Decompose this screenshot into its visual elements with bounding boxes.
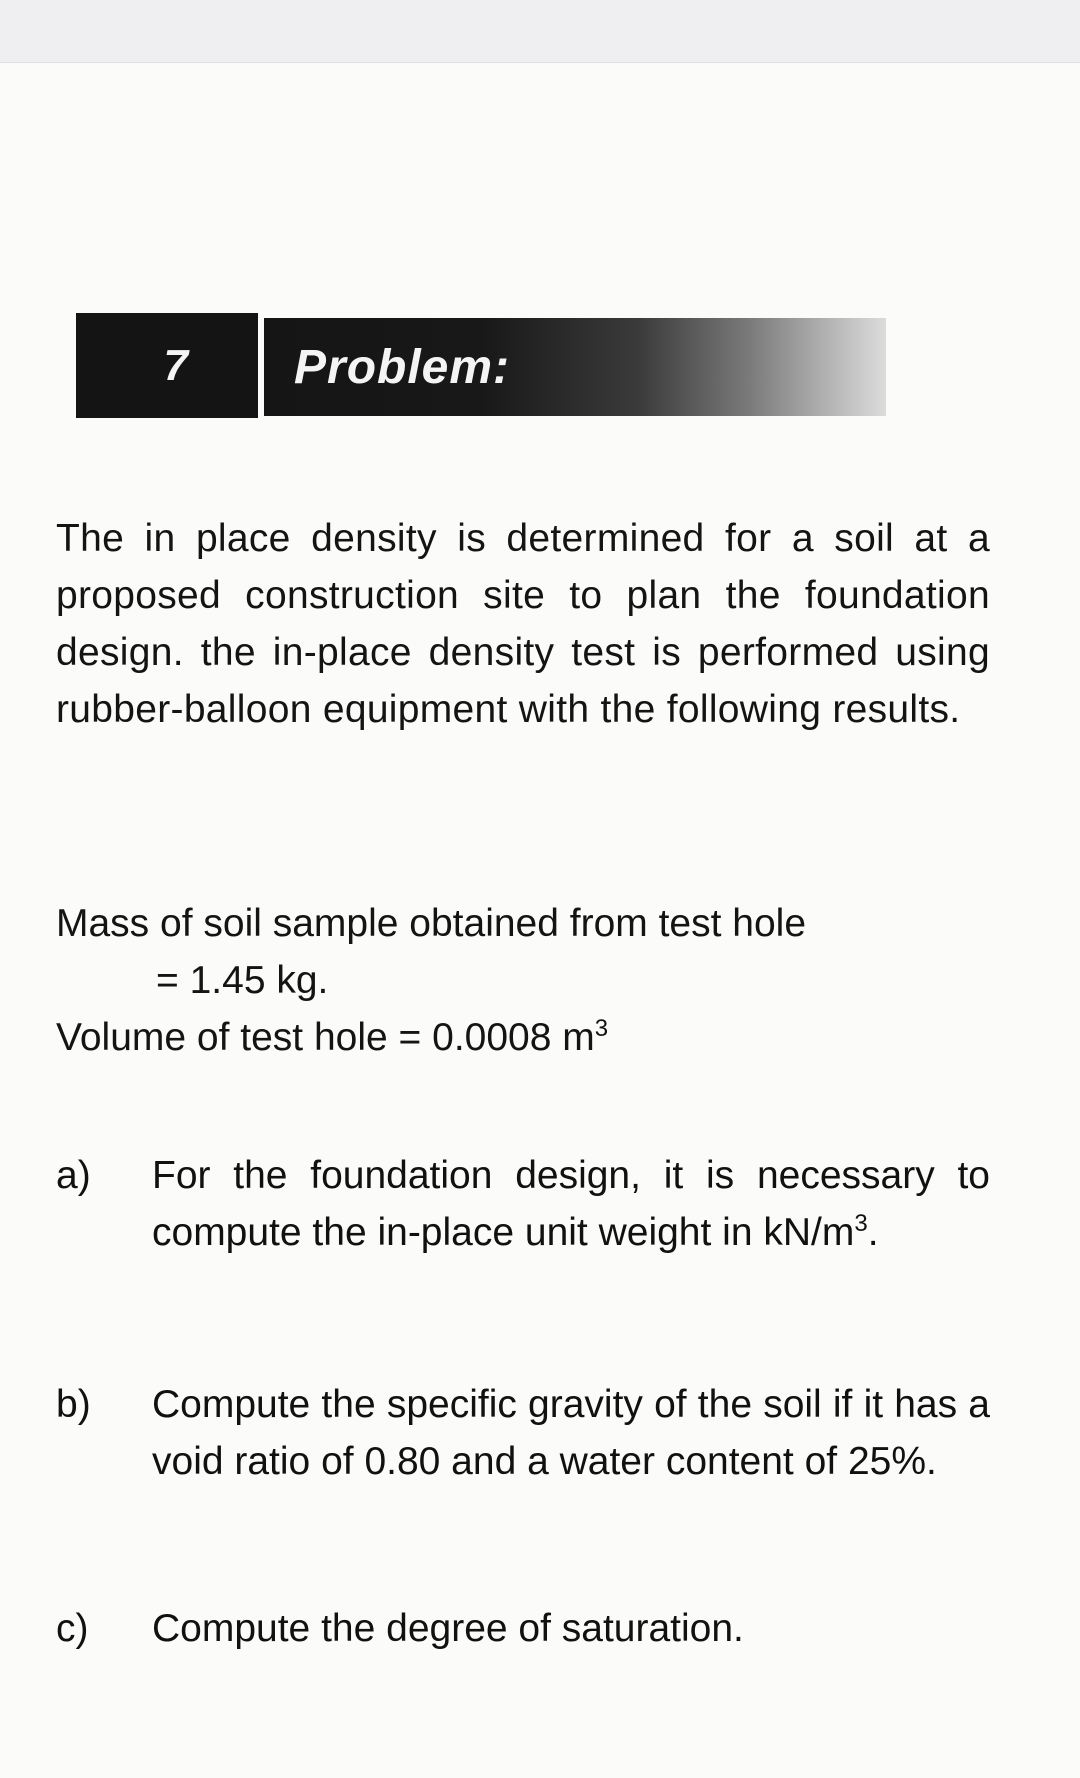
problem-intro: The in place density is determined for a soil at a proposed construction site to plan the foundation design. the in-place density test is performed using rubber-balloon equipment with the following results. — [56, 517, 990, 731]
unit-exponent: 3 — [854, 1210, 868, 1237]
question-a-suffix: . — [867, 1211, 879, 1254]
problem-title: Problem: — [264, 318, 886, 416]
question-label: a) — [56, 1154, 91, 1197]
volume-text: Volume of test hole = 0.0008 m — [56, 1016, 595, 1059]
question-text — [152, 1147, 990, 1261]
given-values — [56, 895, 990, 1066]
volume-line — [56, 1016, 608, 1059]
volume-exponent: 3 — [594, 1015, 609, 1042]
question-text: Compute the specific gravity of the soil if it has a void ratio of 0.80 and a water content of 25%. — [152, 1383, 990, 1483]
question-a — [56, 1147, 990, 1261]
question-c — [56, 1600, 990, 1657]
question-b — [56, 1376, 990, 1490]
question-label: b) — [56, 1383, 91, 1426]
top-bar — [0, 0, 1080, 63]
question-a-text: For the foundation design, it is necessary to compute the in-place unit weight in kN/m — [152, 1154, 990, 1254]
problem-number: 7 — [76, 313, 258, 418]
question-label: c) — [56, 1607, 89, 1650]
mass-label: Mass of soil sample obtained from test hole — [56, 902, 807, 945]
mass-value: = 1.45 kg. — [156, 959, 329, 1002]
question-text: Compute the degree of saturation. — [152, 1607, 744, 1650]
